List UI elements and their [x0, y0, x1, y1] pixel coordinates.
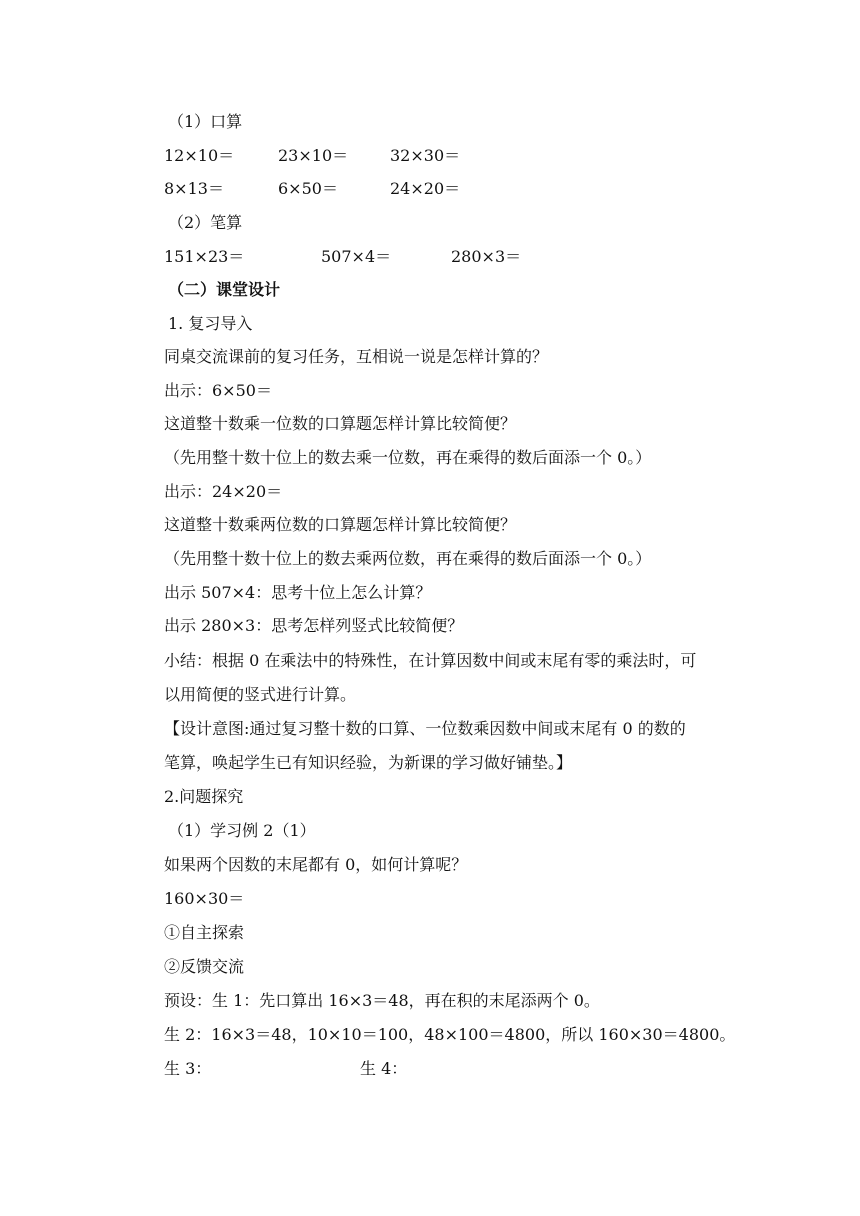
paragraph: 这道整十数乘一位数的口算题怎样计算比较简便？ — [164, 414, 517, 433]
paragraph: 生 3： — [164, 1059, 212, 1078]
oral-problem: 6×50＝ — [278, 179, 338, 198]
paragraph: 如果两个因数的末尾都有 0，如何计算呢？ — [164, 855, 468, 874]
paragraph: 这道整十数乘两位数的口算题怎样计算比较简便？ — [164, 515, 517, 534]
summary-paragraph: 小结：根据 0 在乘法中的特殊性，在计算因数中间或末尾有零的乘法时，可 — [164, 651, 697, 670]
review-heading: 1. 复习导入 — [168, 314, 253, 333]
paragraph: 出示：24×20＝ — [164, 482, 283, 501]
paragraph: 出示 507×4：思考十位上怎么计算？ — [164, 583, 432, 602]
paragraph: ②反馈交流 — [164, 957, 245, 976]
paragraph: （先用整十数十位上的数去乘一位数，再在乘得的数后面添一个 0。） — [164, 448, 652, 467]
written-calc-heading: （2）笔算 — [168, 213, 243, 232]
oral-problem: 32×30＝ — [390, 146, 461, 165]
paragraph: 同桌交流课前的复习任务，互相说一说是怎样计算的？ — [164, 347, 549, 366]
summary-paragraph: 以用简便的竖式进行计算。 — [164, 685, 357, 704]
oral-problem: 24×20＝ — [390, 179, 461, 198]
paragraph: （先用整十数十位上的数去乘两位数，再在乘得的数后面添一个 0。） — [164, 549, 652, 568]
example-heading: （1）学习例 2（1） — [168, 821, 316, 840]
paragraph: 出示：6×50＝ — [164, 381, 272, 400]
oral-calc-heading: （1）口算 — [168, 112, 243, 131]
paragraph: 生 2：16×3＝48，10×10＝100，48×100＝4800，所以 160×30＝4800。 — [164, 1025, 736, 1044]
paragraph: 预设：生 1：先口算出 16×3＝48，再在积的末尾添两个 0。 — [164, 991, 600, 1010]
oral-problem: 12×10＝ — [164, 146, 235, 165]
section-title: （二）课堂设计 — [168, 280, 281, 299]
oral-problem: 8×13＝ — [164, 179, 224, 198]
explore-heading: 2.问题探究 — [164, 787, 244, 806]
paragraph: 生 4： — [360, 1059, 408, 1078]
written-problem: 280×3＝ — [451, 247, 522, 266]
oral-problem: 23×10＝ — [278, 146, 349, 165]
paragraph: 160×30＝ — [164, 889, 245, 908]
design-intent: 【设计意图:通过复习整十数的口算、一位数乘因数中间或末尾有 0 的数的 — [164, 719, 686, 738]
written-problem: 507×4＝ — [321, 247, 392, 266]
design-intent: 笔算，唤起学生已有知识经验，为新课的学习做好铺垫。】 — [164, 753, 573, 772]
paragraph: 出示 280×3：思考怎样列竖式比较简便？ — [164, 616, 464, 635]
paragraph: ①自主探索 — [164, 923, 245, 942]
written-problem: 151×23＝ — [164, 247, 245, 266]
